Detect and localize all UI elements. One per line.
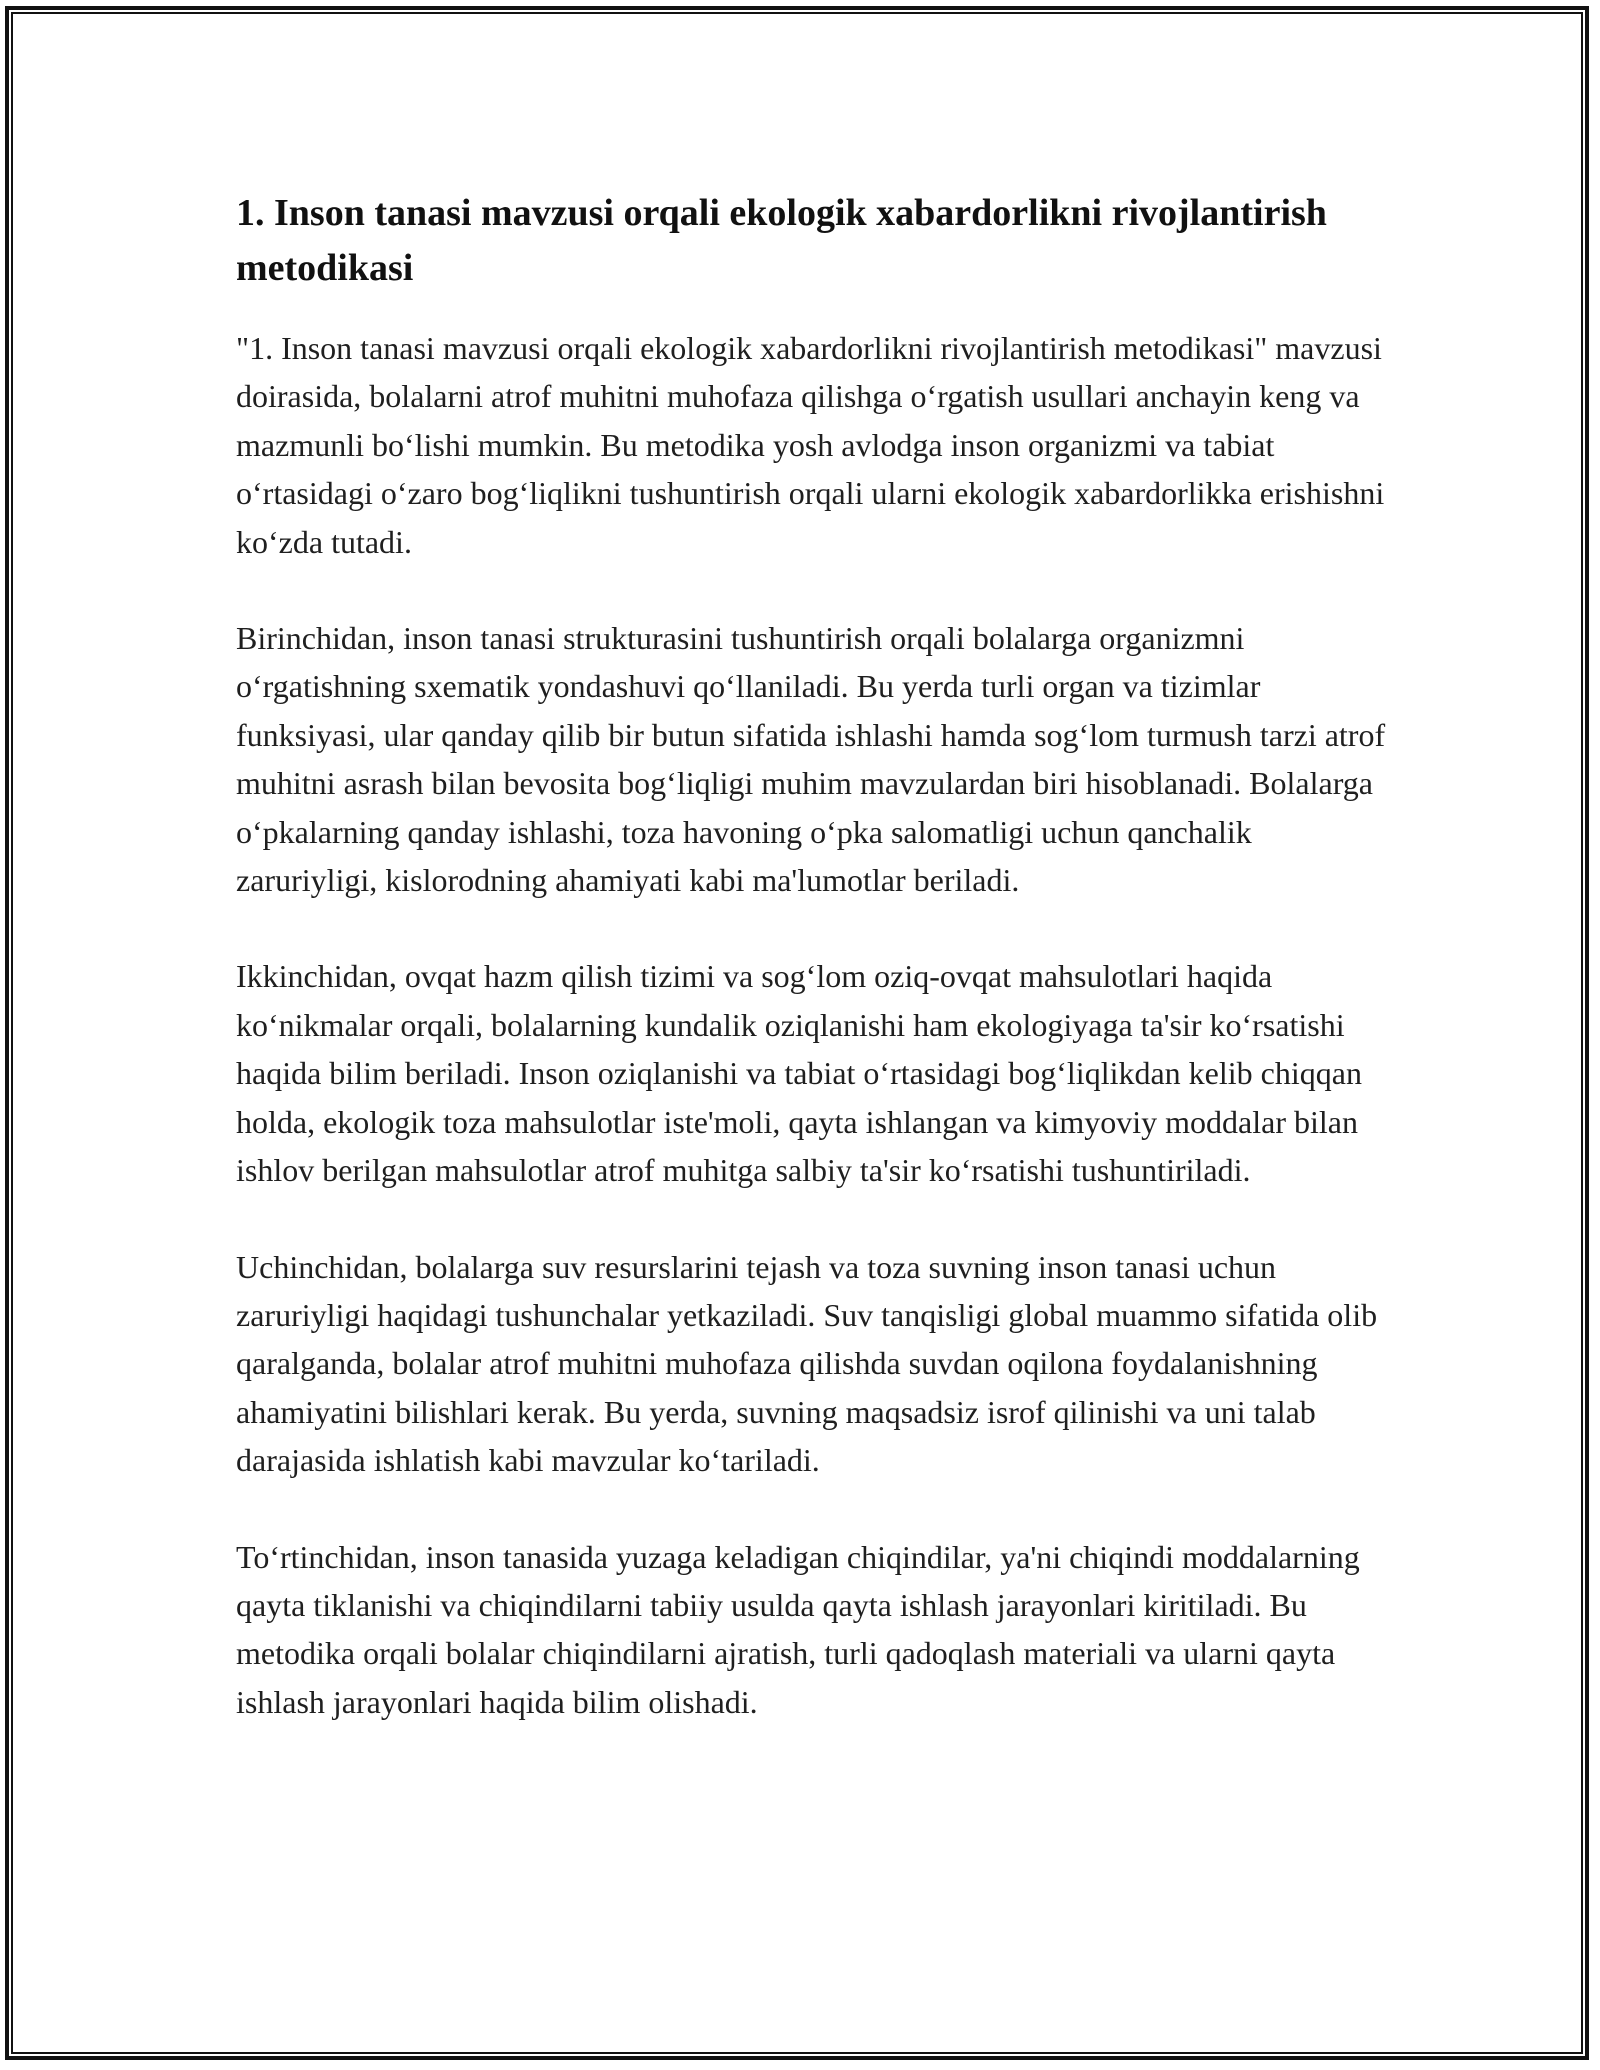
paragraph-third: Uchinchidan, bolalarga suv resurslarini tejash va toza suvning inson tanasi uchun zaruriyligi haqidagi tushunchalar yetkaziladi. Suv tanqisligi global muammo sifatida olib qaralganda, bolalar atrof muhitni muhofaza qilishda suvdan oqilona foydalanishning ahamiyatini bilishlari kerak. Bu yerda, suvning maqsadsiz isrof qilinishi va uni talab darajasida ishlatish kabi mavzular ko‘tariladi. [236,1248,1378,1479]
paragraph-fourth: To‘rtinchidan, inson tanasida yuzaga keladigan chiqindilar, ya'ni chiqindi moddalarning qayta tiklanishi va chiqindilarni tabiiy usulda qayta ishlash jarayonlari kiritiladi. Bu metodika orqali bolalar chiqindilarni ajratish, turli qadoqlash materiali va ularni qayta ishlash jarayonlari haqida bilim olishadi. [236,1538,1360,1720]
paragraph-intro: "1. Inson tanasi mavzusi orqali ekologik xabardorlikni rivojlantirish metodikasi" mavzusi doirasida, bolalarni atrof muhitni muhofaza qilishga o‘rgatish usullari anchayin keng va mazmunli bo‘lishi mumkin. Bu metodika yosh avlodga inson organizmi va tabiat o‘rtasidagi o‘zaro bog‘liqlikni tushuntirish orqali ularni ekologik xabardorlikka erishishni ko‘zda tutadi. [236,330,1385,560]
document-body [236,186,1386,1774]
paragraph-first: Birinchidan, inson tanasi strukturasini tushuntirish orqali bolalarga organizmni o‘rgatishning sxematik yondashuvi qo‘llaniladi. Bu yerda turli organ va tizimlar funksiyasi, ular qanday qilib bir butun sifatida ishlashi hamda sog‘lom turmush tarzi atrof muhitni asrash bilan bevosita bog‘liqligi muhim mavzulardan biri hisoblanadi. Bolalarga o‘pkalarning qanday ishlashi, toza havoning o‘pka salomatligi uchun qanchalik zaruriyligi, kislorodning ahamiyati kabi ma'lumotlar beriladi. [236,620,1386,899]
document-title: 1. Inson tanasi mavzusi orqali ekologik xabardorlikni rivojlantirish metodikasi [236,192,1327,289]
paragraph-second: Ikkinchidan, ovqat hazm qilish tizimi va sog‘lom oziq-ovqat mahsulotlari haqida ko‘nikmalar orqali, bolalarning kundalik oziqlanishi ham ekologiyaga ta'sir ko‘rsatishi haqida bilim beriladi. Inson oziqlanishi va tabiat o‘rtasidagi bog‘liqlikdan kelib chiqqan holda, ekologik toza mahsulotlar iste'moli, qayta ishlangan va kimyoviy moddalar bilan ishlov berilgan mahsulotlar atrof muhitga salbiy ta'sir ko‘rsatishi tushuntiriladi. [236,958,1362,1189]
